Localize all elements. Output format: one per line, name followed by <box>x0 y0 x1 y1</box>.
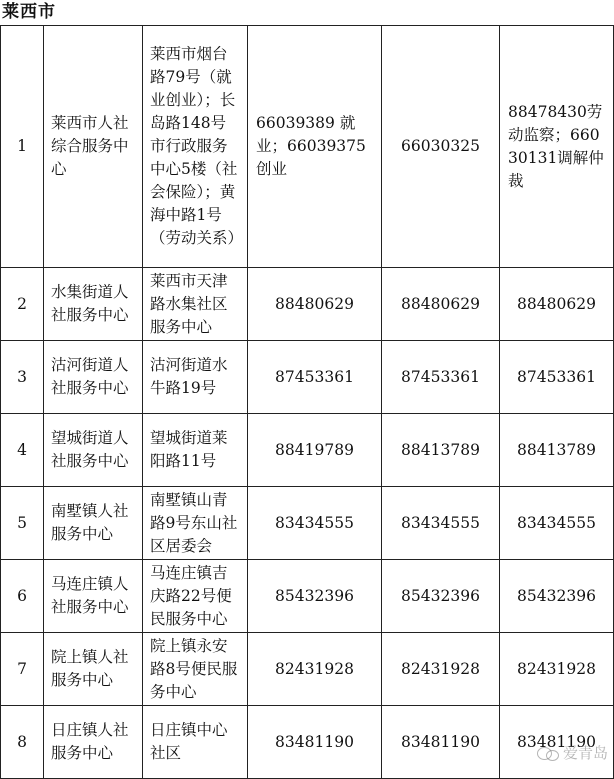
row-number: 8 <box>1 706 44 779</box>
center-address: 沽河街道水牛路19号 <box>143 341 248 414</box>
center-name: 马连庄镇人社服务中心 <box>44 560 143 633</box>
row-number: 1 <box>1 26 44 268</box>
center-name: 南墅镇人社服务中心 <box>44 487 143 560</box>
phone-labor: 83434555 <box>500 487 614 560</box>
phone-insurance: 88413789 <box>382 414 500 487</box>
phone-employment: 88480629 <box>248 268 382 341</box>
row-number: 3 <box>1 341 44 414</box>
table-row <box>1 560 614 633</box>
watermark <box>537 742 608 763</box>
table-row <box>1 706 614 779</box>
phone-employment: 83481190 <box>248 706 382 779</box>
table-row <box>1 268 614 341</box>
phone-employment: 66039389 就业；66039375 创业 <box>248 26 382 268</box>
phone-insurance: 83434555 <box>382 487 500 560</box>
phone-insurance: 83481190 <box>382 706 500 779</box>
phone-insurance: 88480629 <box>382 268 500 341</box>
phone-labor: 88413789 <box>500 414 614 487</box>
row-number: 7 <box>1 633 44 706</box>
center-address: 南墅镇山青路9号东山社区居委会 <box>143 487 248 560</box>
center-address: 日庄镇中心社区 <box>143 706 248 779</box>
center-name: 院上镇人社服务中心 <box>44 633 143 706</box>
center-name: 日庄镇人社服务中心 <box>44 706 143 779</box>
phone-employment: 83434555 <box>248 487 382 560</box>
table-row <box>1 414 614 487</box>
phone-labor: 88480629 <box>500 268 614 341</box>
center-address: 望城街道莱阳路11号 <box>143 414 248 487</box>
phone-labor: 88478430劳动监察；66030131调解仲裁 <box>500 26 614 268</box>
center-name: 莱西市人社综合服务中心 <box>44 26 143 268</box>
phone-employment: 82431928 <box>248 633 382 706</box>
phone-labor: 83481190 <box>500 706 614 779</box>
phone-labor: 87453361 <box>500 341 614 414</box>
row-number: 2 <box>1 268 44 341</box>
center-address: 马连庄镇吉庆路22号便民服务中心 <box>143 560 248 633</box>
table-row <box>1 633 614 706</box>
phone-employment: 85432396 <box>248 560 382 633</box>
watermark-text: 爱青岛 <box>562 744 608 762</box>
phone-employment: 87453361 <box>248 341 382 414</box>
row-number: 6 <box>1 560 44 633</box>
center-name: 水集街道人社服务中心 <box>44 268 143 341</box>
phone-insurance: 87453361 <box>382 341 500 414</box>
phone-labor: 82431928 <box>500 633 614 706</box>
phone-insurance: 66030325 <box>382 26 500 268</box>
wechat-icon <box>537 745 559 761</box>
phone-employment: 88419789 <box>248 414 382 487</box>
table-row <box>1 487 614 560</box>
phone-labor: 85432396 <box>500 560 614 633</box>
section-title: 莱西市 <box>2 2 56 22</box>
phone-insurance: 82431928 <box>382 633 500 706</box>
table-row <box>1 26 614 268</box>
center-address: 院上镇永安路8号便民服务中心 <box>143 633 248 706</box>
service-center-table <box>0 25 614 779</box>
center-name: 望城街道人社服务中心 <box>44 414 143 487</box>
row-number: 4 <box>1 414 44 487</box>
table-row <box>1 341 614 414</box>
center-address: 莱西市烟台路79号（就业创业）；长岛路148号市行政服务中心5楼（社会保险）；黄海中路1号（劳动关系） <box>143 26 248 268</box>
center-name: 沽河街道人社服务中心 <box>44 341 143 414</box>
phone-insurance: 85432396 <box>382 560 500 633</box>
center-address: 莱西市天津路水集社区服务中心 <box>143 268 248 341</box>
row-number: 5 <box>1 487 44 560</box>
